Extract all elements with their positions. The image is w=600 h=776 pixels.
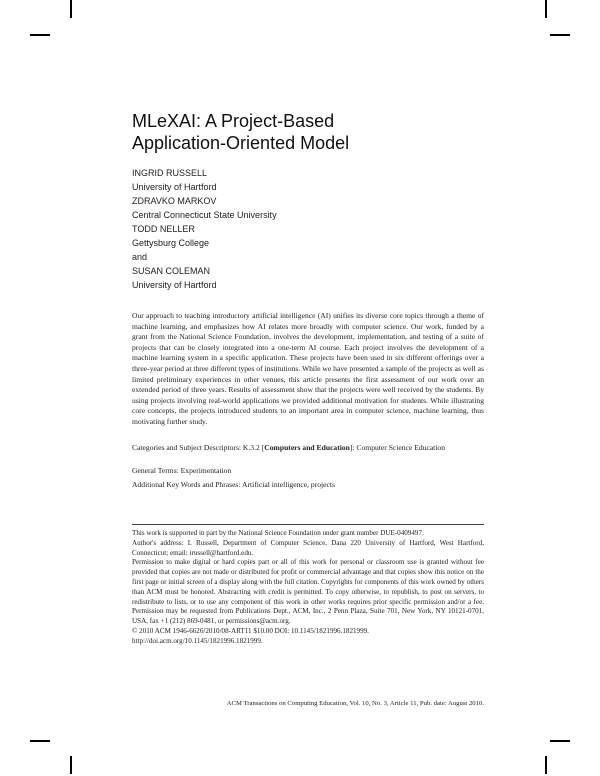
author-name: SUSAN COLEMAN bbox=[132, 266, 211, 276]
doi-link[interactable]: http://doi.acm.org/10.1145/1821996.1821999. bbox=[132, 636, 263, 645]
crop-mark-top-right-h bbox=[550, 34, 570, 36]
author-conjunction: and bbox=[132, 252, 148, 262]
crop-mark-top-left-h bbox=[30, 34, 50, 36]
author-name: INGRID RUSSELL bbox=[132, 168, 208, 178]
crop-mark-bottom-right-h bbox=[550, 740, 570, 742]
crop-mark-bottom-left-h bbox=[30, 740, 50, 742]
title-line: MLeXAI: A Project-Based bbox=[132, 111, 335, 131]
author-name: ZDRAVKO MARKOV bbox=[132, 196, 217, 206]
crop-mark-top-left bbox=[70, 0, 72, 18]
author-name: TODD NELLER bbox=[132, 224, 195, 234]
crop-mark-top-right bbox=[545, 0, 547, 18]
crop-mark-bottom-right bbox=[545, 756, 547, 774]
author-affiliation: Central Connecticut State University bbox=[132, 210, 277, 220]
author-block bbox=[132, 166, 277, 292]
permission-notice: Permission to make digital or hard copies part or all of this work for personal or classroom use is granted without fee provided that copies are not made or distributed for profit or commercial advantage and that copies show this notice on the first page or initial screen of a display along with the full citation. Copyrights for components of this work owned by others than ACM must be honored. Abstracting with credit is permitted. To copy otherwise, to republish, to post on servers, to redistribute to lists, or to use any component of this work in other works requires prior specific permission and/or a fee. Permission may be requested from Publications Dept., ACM, Inc., 2 Penn Plaza, Suite 701, New York, NY 10121-0701, USA, fax +1 (212) 869-0481, or permissions@acm.org. bbox=[132, 558, 484, 626]
paper-title bbox=[132, 110, 512, 154]
categories-descriptors bbox=[132, 443, 484, 454]
footnote-rule bbox=[132, 524, 484, 525]
categories-prefix: Categories and Subject Descriptors: K.3.2 [ bbox=[132, 443, 265, 452]
crop-mark-bottom-left bbox=[70, 756, 72, 774]
funding-note: This work is supported in part by the National Science Foundation under grant number DUE-0409497. bbox=[132, 529, 424, 537]
footnote-block bbox=[132, 529, 484, 647]
running-footer: ACM Transactions on Computing Education, Vol. 10, No. 3, Article 11, Pub. date: August 2010. bbox=[226, 700, 484, 707]
categories-bold: Computers and Education bbox=[264, 443, 350, 452]
author-affiliation: University of Hartford bbox=[132, 280, 217, 290]
categories-suffix: ]: Computer Science Education bbox=[349, 443, 445, 452]
abstract: Our approach to teaching introductory artificial intelligence (AI) unifies its diverse core topics through a theme of machine learning, and emphasizes how AI relates more broadly with computer science. Our work, funded by a grant from the National Science Foundation, involves the development, implementation, and testing of a suite of projects that can be closely integrated into a one-term AI course. Each project involves the development of a machine learning system in a specific application. These projects have been used in six different offerings over a three-year period at three different types of institutions. While we have presented a sample of the projects as well as limited preliminary experiences in other venues, this article presents the first assessment of our work over an extended period of three years. Results of assessment show that the projects were well received by the students. By using projects involving real-world applications we provided additional motivation for students. While illustrating core concepts, the projects introduced students to an important area in computer science, machine learning, thus motivating further study. bbox=[132, 311, 484, 426]
title-line: Application-Oriented Model bbox=[132, 133, 350, 153]
author-address: Author's address: I. Russell, Department of Computer Science, Dana 220 University of Hartford, West Hartford, Connecticut; email: irussell@hartford.edu. bbox=[132, 538, 484, 557]
copyright-line: © 2010 ACM 1946-6626/2010/08-ART11 $10.00 DOI: 10.1145/1821996.1821999. bbox=[132, 626, 369, 635]
author-affiliation: Gettysburg College bbox=[132, 238, 210, 248]
author-affiliation: University of Hartford bbox=[132, 182, 217, 192]
keywords: Additional Key Words and Phrases: Artificial intelligence, projects bbox=[132, 480, 335, 489]
general-terms: General Terms: Experimentation bbox=[132, 466, 232, 475]
